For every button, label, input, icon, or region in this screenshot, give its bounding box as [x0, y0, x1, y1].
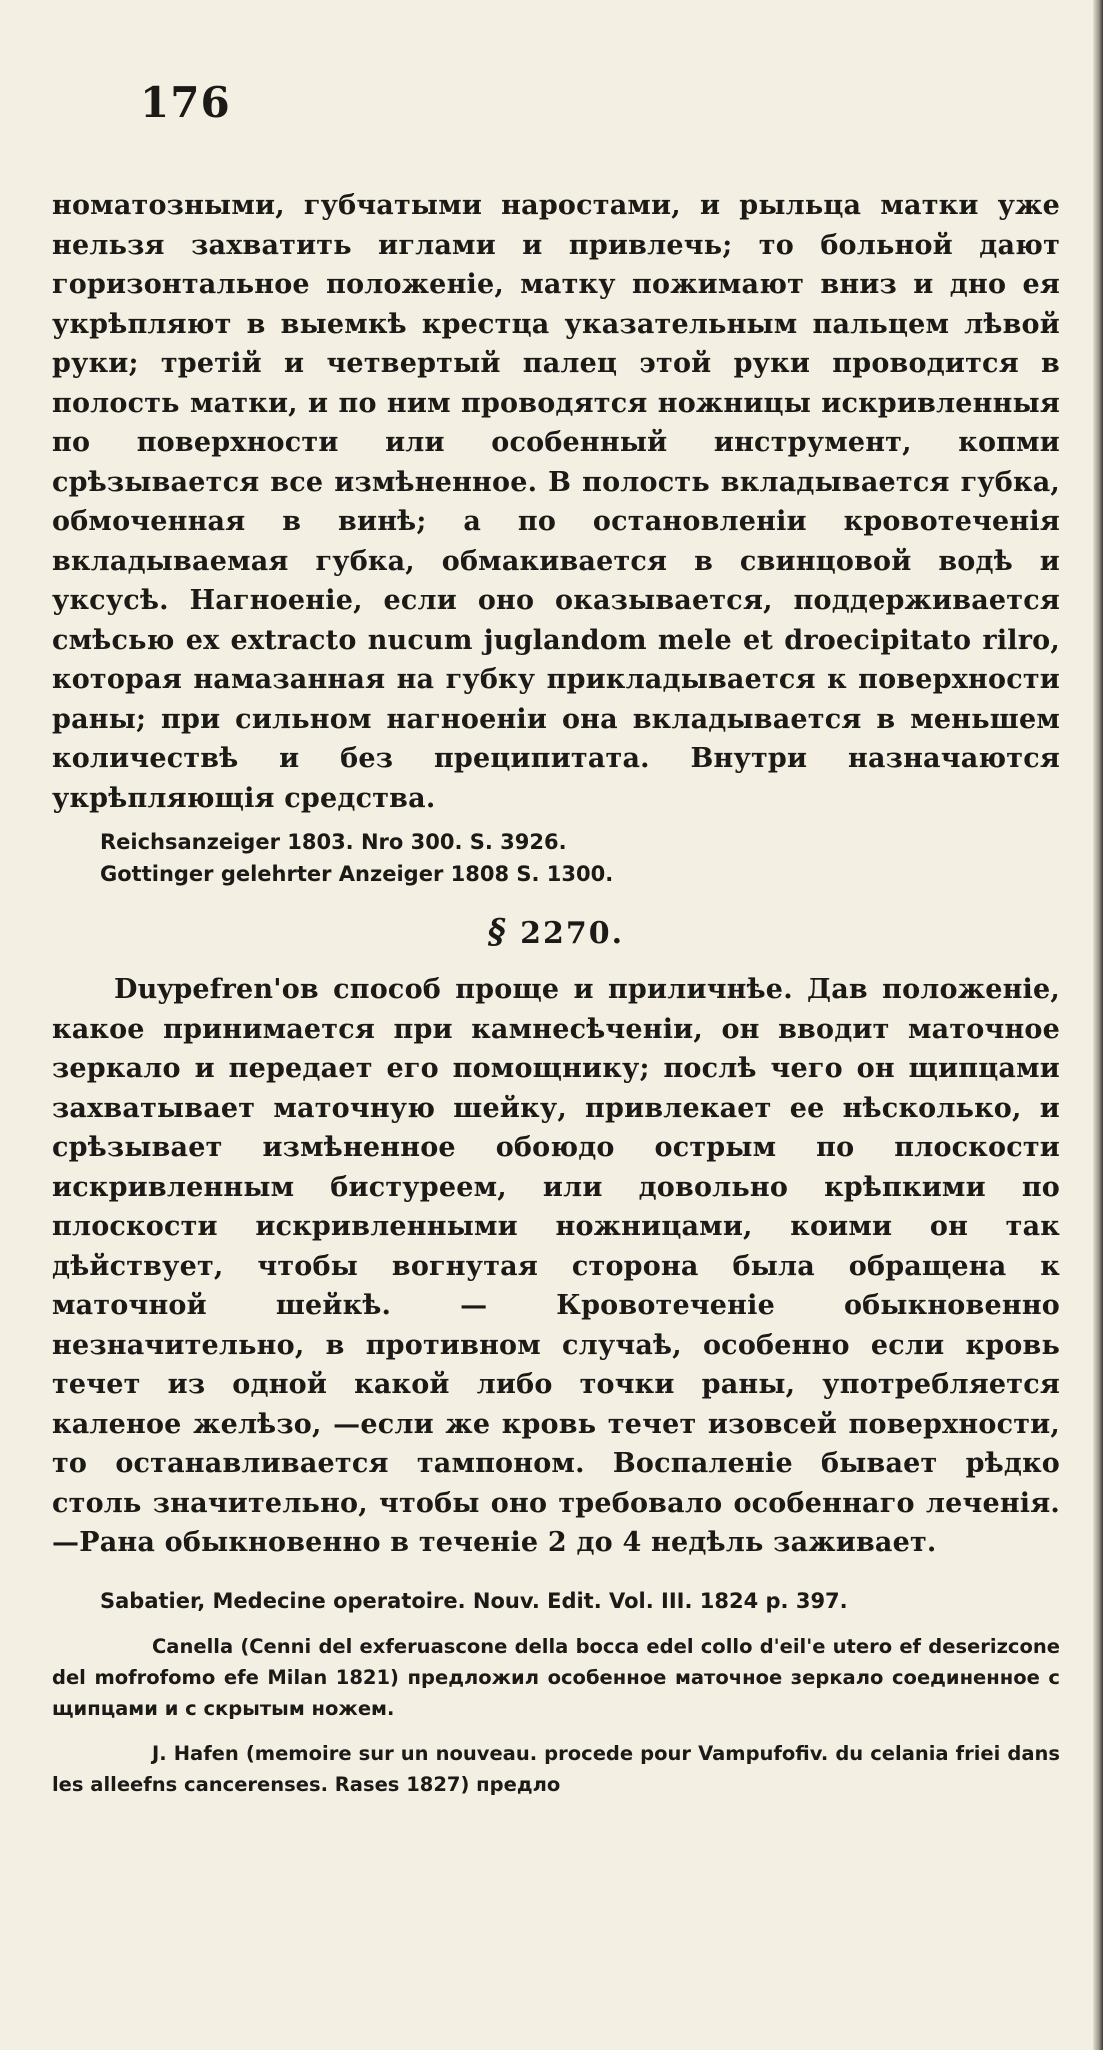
reference-gottinger: Gottinger gelehrter Anzeiger 1808 S. 1300.: [100, 862, 614, 886]
main-text: [52, 186, 1060, 818]
page-edge: [1093, 0, 1103, 2050]
references: [52, 826, 1060, 890]
section-sign: §: [487, 912, 508, 952]
page-content: [52, 186, 1060, 1814]
page-number: 176: [140, 78, 231, 127]
section-text: [52, 970, 1060, 1563]
footnote-canella: Canella (Cenni del exferuascone della bocca edel collo d'eil'e utero ef deserizcone del mofrofomo efe Milan 1821) предложил особенное маточное зеркало соединенное с щипцами и с скрытым ножем.: [52, 1634, 1060, 1720]
section-number: 2270.: [520, 916, 625, 951]
section-heading: [52, 912, 1060, 952]
reference-reichsanzeiger: Reichsanzeiger 1803. Nro 300. S. 3926.: [100, 830, 567, 854]
footnote-sabatier: Sabatier, Medecine operatoire. Nouv. Edit. Vol. III. 1824 p. 397.: [100, 1588, 848, 1613]
paragraph-1: номатозными, губчатыми наростами, и рыльца матки уже нельзя захватить иглами и привлечь; то больной дают горизонтальное положеніе, матку пожимают вниз и дно ея укрѣпляют в выемкѣ крестца указательным пальцем лѣвой руки; третій и четвертый палец этой руки проводится в полость матки, и по ним проводятся ножницы искривленныя по поверхности или особенный инструмент, копми срѣзывается все измѣненное. В полость вкладывается губка, обмоченная в винѣ; а по остановленіи кровотеченія вкладываемая губка, обмакивается в свинцовой водѣ и уксусѣ. Нагноеніе, если оно оказывается, поддерживается смѣсью ex extracto nucum juglandom mele et droecipitato rilro, которая намазанная на губку прикладывается к поверхности раны; при сильном нагноеніи она вкладывается в меньшем количествѣ и без преципитата. Внутри назначаются укрѣпляющія средства.: [52, 190, 1060, 814]
footnote-hafen: J. Hafen (memoire sur un nouveau. procede pour Vampufofiv. du celania friei dans les alleefns cancerenses. Rases 1827) предло: [52, 1741, 1060, 1796]
paragraph-2: Duypefren'ов способ проще и приличнѣе. Дав положеніе, какое принимается при камнесѣченіи, он вводит маточное зеркало и передает его помощнику; послѣ чего он щипцами захватывает маточную шейку, привлекает ее нѣсколько, и срѣзывает измѣненное обоюдо острым по плоскости искривленным бистуреем, или довольно крѣпкими по плоскости искривленными ножницами, коими он так дѣйствует, чтобы вогнутая сторона была обращена к маточной шейкѣ. — Кровотеченіе обыкновенно незначительно, в противном случаѣ, особенно если кровь течет из одной какой либо точки раны, употребляется каленое желѣзо, —если же кровь течет изовсей поверхности, то останавливается тампоном. Воспаленіе бывает рѣдко столь значительно, чтобы оно требовало особеннаго леченія. —Рана обыкновенно в теченіе 2 до 4 недѣль заживает.: [52, 974, 1060, 1558]
